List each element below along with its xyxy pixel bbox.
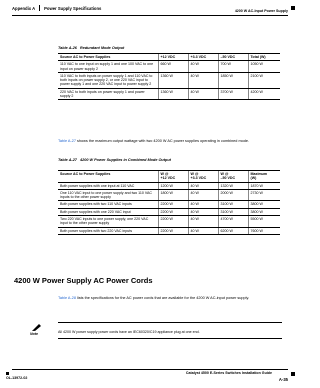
note-rule	[58, 322, 282, 323]
table-row	[58, 208, 280, 215]
column-header: Source AC to Power Supplies	[58, 54, 158, 61]
value-cell: 5500 W	[248, 216, 280, 228]
source-cell: Both power supplies with one input at 110 VAC	[58, 182, 158, 189]
table-title: 4200 W Power Supplies in Combined Mode Output	[80, 158, 171, 162]
value-cell: 3800 W	[248, 201, 280, 208]
value-cell: 1200 W	[158, 182, 188, 189]
value-cell: 2100 W	[248, 72, 280, 88]
source-cell: 110 VAC to one input on supply 1 and one 100 VAC to one input on power supply 2	[58, 61, 158, 73]
paragraph	[58, 296, 282, 301]
table-number: Table A-26	[58, 46, 77, 50]
column-header: –50 VDC	[218, 54, 248, 61]
source-cell: Both power supplies with two 110 VAC inputs	[58, 201, 158, 208]
value-cell: 40 W	[188, 88, 218, 100]
source-cell: Two 220 VAC inputs to one power supply, one 220 VAC input to the other power supply	[58, 216, 158, 228]
table-row	[58, 182, 280, 189]
table-reference-link[interactable]: Table A-27	[58, 139, 76, 143]
table-row	[58, 227, 280, 234]
paragraph-text: shows the maximum output wattage with two 4200 W AC power supplies operating in combined mode.	[75, 139, 250, 143]
value-cell: 40 W	[188, 61, 218, 73]
column-header: +3.3 VDC	[188, 54, 218, 61]
value-cell: 1870 W	[248, 182, 280, 189]
page-number: A-35	[278, 377, 288, 382]
value-cell: 2000 W	[218, 189, 248, 201]
value-cell: 1320 W	[218, 182, 248, 189]
value-cell: 1360 W	[158, 88, 188, 100]
column-header: W @ +12 VDC	[158, 171, 188, 183]
value-cell: 7600 W	[248, 227, 280, 234]
table-row	[58, 201, 280, 208]
appendix-title: Power Supply Specifications	[44, 6, 102, 11]
note-pencil-icon	[32, 323, 42, 331]
value-cell: 40 W	[188, 201, 218, 208]
combined-mode-table	[58, 170, 280, 235]
table-row	[58, 72, 280, 88]
column-header: W @ –50 VDC	[218, 171, 248, 183]
source-cell: One 110 VAC input to one power supply and two 110 VAC inputs to the other power supply	[58, 189, 158, 201]
source-cell: 220 VAC to both inputs on power supply 1 and power supply 2	[58, 88, 158, 100]
value-cell: 3100 W	[218, 201, 248, 208]
value-cell: 3100 W	[218, 208, 248, 215]
value-cell: 40 W	[188, 227, 218, 234]
column-header: Maximum (W)	[248, 171, 280, 183]
table-reference-link[interactable]: Table A-28	[58, 296, 76, 300]
value-cell: 6200 W	[218, 227, 248, 234]
footer-doc-number: OL-13972-02	[6, 376, 28, 380]
paragraph-text: lists the specifications for the AC power cords that are available for the 4200 W AC-input power supply.	[75, 296, 250, 300]
value-cell: 1800 W	[158, 189, 188, 201]
value-cell: 1360 W	[158, 72, 188, 88]
footer-marker	[6, 372, 9, 375]
header-marker	[291, 6, 295, 10]
header-rule	[12, 15, 288, 16]
table-row	[58, 61, 280, 73]
running-header	[12, 5, 101, 11]
value-cell: 40 W	[188, 216, 218, 228]
value-cell: 3800 W	[248, 208, 280, 215]
section-heading: 4200 W Power Supply AC Power Cords	[14, 276, 153, 285]
value-cell: 40 W	[188, 72, 218, 88]
redundant-mode-table	[58, 53, 280, 100]
footer-page-marker	[291, 372, 295, 376]
table-row	[58, 88, 280, 100]
value-cell: 2200 W	[158, 227, 188, 234]
value-cell: 3700 W	[218, 88, 248, 100]
note-label: Note	[30, 332, 38, 336]
column-header: +12 VDC	[158, 54, 188, 61]
table-row	[58, 216, 280, 228]
value-cell: 40 W	[188, 208, 218, 215]
value-cell: 2200 W	[158, 208, 188, 215]
note-rule	[58, 338, 282, 339]
table-header-row	[58, 54, 280, 61]
source-cell: Both power supplies with one 220 VAC input	[58, 208, 158, 215]
value-cell: 700 W	[218, 61, 248, 73]
value-cell: 4700 W	[218, 216, 248, 228]
appendix-label: Appendix A	[12, 6, 36, 11]
note-text: All 4200 W power supply power cords have an IEC60320/C19 appliance plug at one end.	[58, 330, 200, 334]
table-title: Redundant Mode Output	[80, 46, 125, 50]
paragraph	[58, 139, 282, 144]
subsection-title: 4200 W AC-Input Power Supply	[234, 9, 288, 13]
value-cell: 2200 W	[158, 201, 188, 208]
table-number: Table A-27	[58, 158, 77, 162]
header-separator	[39, 5, 40, 11]
source-cell: Both power supplies with two 220 VAC inputs	[58, 227, 158, 234]
table-caption	[58, 46, 124, 50]
footer-book-title: Catalyst 4500 E-Series Switches Installation Guide	[185, 371, 272, 375]
value-cell: 2200 W	[158, 216, 188, 228]
column-header: W @ +3.3 VDC	[188, 171, 218, 183]
footer-rule	[12, 369, 288, 370]
source-cell: 110 VAC to both inputs on power supply 1 and 110 VAC to both inputs on power supply 2, or one 220 VAC input to power supply 1 and one 220 VAC input to power supply 2	[58, 72, 158, 88]
value-cell: 4200 W	[248, 88, 280, 100]
value-cell: 40 W	[188, 182, 218, 189]
column-header: Source AC to Power Supplies	[58, 171, 158, 183]
table-caption	[58, 158, 171, 162]
value-cell: 1050 W	[248, 61, 280, 73]
table-row	[58, 189, 280, 201]
table-header-row	[58, 171, 280, 183]
value-cell: 40 W	[188, 189, 218, 201]
value-cell: 2730 W	[248, 189, 280, 201]
column-header: Total (W)	[248, 54, 280, 61]
value-cell: 660 W	[158, 61, 188, 73]
value-cell: 1850 W	[218, 72, 248, 88]
